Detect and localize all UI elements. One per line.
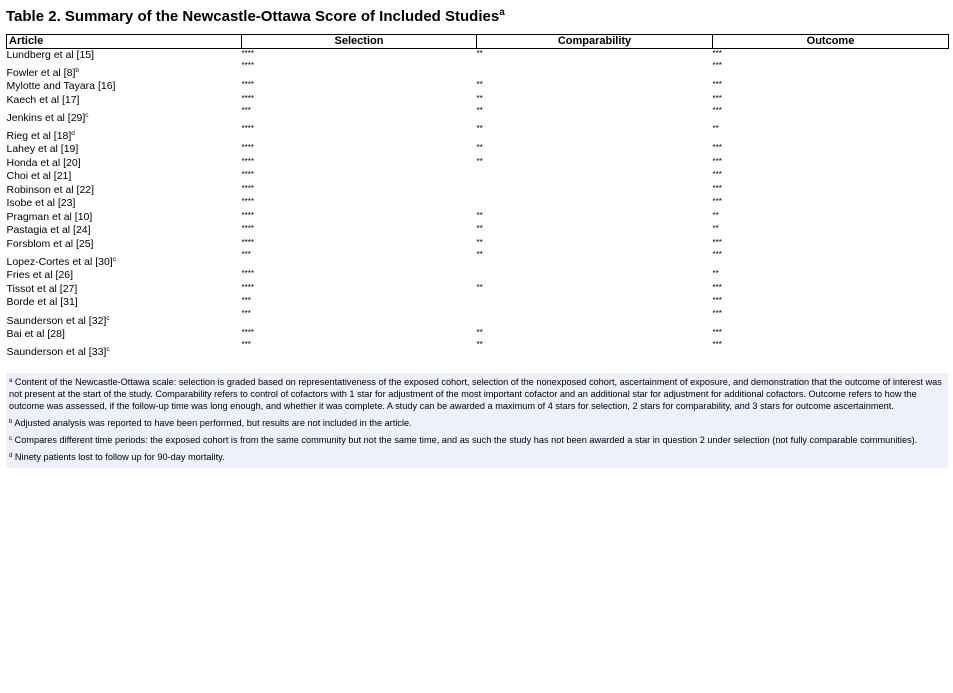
selection-stars: **** — [241, 237, 254, 247]
table-row — [7, 184, 949, 198]
comparability-stars — [477, 310, 713, 328]
article-cell — [7, 107, 242, 125]
article-name: Mylotte and Tayara [16] — [6, 80, 116, 92]
table-row — [7, 94, 949, 108]
article-cell — [7, 269, 242, 283]
nos-score-table — [6, 34, 949, 359]
selection-stars: *** — [241, 340, 251, 349]
article-name: Fries et al [26] — [6, 269, 74, 281]
selection-stars: **** — [241, 197, 254, 206]
selection-stars: **** — [241, 282, 254, 292]
article-cell — [7, 224, 242, 238]
article-cell — [7, 296, 242, 310]
article-name: Honda et al [20] — [6, 156, 81, 169]
header-outcome: Outcome — [713, 35, 949, 49]
article-name: Isobe et al [23] — [6, 197, 76, 209]
footnote-b — [9, 417, 945, 429]
comparability-stars — [477, 170, 713, 184]
outcome-stars: *** — [712, 49, 722, 58]
footnote-a — [9, 376, 945, 412]
table-row — [7, 157, 949, 171]
article-footnote-marker: c — [85, 112, 89, 119]
comparability-stars: ** — [476, 143, 483, 152]
selection-stars: **** — [241, 143, 254, 152]
article-footnote-marker: c — [112, 256, 116, 263]
outcome-stars: ** — [712, 269, 719, 278]
selection-stars: *** — [241, 296, 251, 305]
article-cell — [7, 170, 242, 184]
comparability-stars — [477, 197, 713, 211]
comparability-stars: ** — [476, 49, 483, 58]
outcome-stars: *** — [712, 61, 722, 70]
table-row — [7, 341, 949, 359]
outcome-stars: *** — [712, 143, 722, 152]
article-cell — [7, 94, 242, 108]
table-footnotes — [6, 373, 948, 468]
table-row — [7, 238, 949, 252]
table-row — [7, 125, 949, 143]
table-row — [7, 283, 949, 297]
table-title-text: Table 2. Summary of the Newcastle-Ottawa Score of Included Studies — [6, 8, 500, 25]
table-body — [7, 49, 949, 360]
selection-stars: **** — [241, 124, 254, 133]
table-row — [7, 107, 949, 125]
footnote-text: Adjusted analysis was reported to have been performed, but results are not included in the article. — [14, 418, 412, 428]
article-cell — [7, 328, 242, 342]
header-selection: Selection — [242, 35, 477, 49]
article-cell — [7, 341, 242, 359]
article-cell — [7, 197, 242, 211]
footnote-marker: d — [9, 453, 13, 459]
comparability-stars — [477, 269, 713, 283]
footnote-c — [9, 434, 945, 446]
table-row — [7, 211, 949, 225]
article-name: Pastagia et al [24] — [6, 224, 91, 236]
article-name: Forsblom et al [25] — [6, 237, 94, 250]
outcome-stars: ** — [712, 224, 719, 233]
footnote-text: Compares different time periods: the exposed cohort is from the same community but not the same time, and as such the study has not been awarded a star in question 2 under selection (not fully comparable communities). — [14, 435, 918, 445]
article-name: Bai et al [28] — [6, 327, 65, 340]
outcome-stars: *** — [712, 308, 722, 318]
comparability-stars: ** — [476, 327, 483, 337]
outcome-stars: *** — [712, 156, 722, 166]
footnote-marker: a — [9, 378, 13, 384]
table-row — [7, 328, 949, 342]
article-name: Robinson et al [22] — [6, 183, 95, 196]
article-name: Kaech et al [17] — [6, 93, 80, 106]
selection-stars: **** — [241, 93, 254, 103]
comparability-stars: ** — [476, 106, 483, 115]
outcome-stars: ** — [712, 124, 719, 133]
outcome-stars: *** — [712, 237, 722, 247]
selection-stars: *** — [241, 250, 251, 259]
comparability-stars: ** — [476, 340, 483, 349]
selection-stars: **** — [241, 156, 254, 166]
table-row — [7, 80, 949, 94]
table-title-footnote-marker: a — [499, 7, 505, 18]
comparability-stars: ** — [476, 224, 483, 233]
table-row — [7, 143, 949, 157]
comparability-stars — [477, 296, 713, 310]
article-name: Fowler et al [8] — [6, 67, 76, 79]
table-title — [6, 8, 505, 25]
comparability-stars — [477, 62, 713, 80]
comparability-stars — [477, 184, 713, 198]
article-name: Lopez-Cortes et al [30] — [6, 256, 113, 268]
selection-stars: **** — [241, 80, 254, 89]
article-name: Pragman et al [10] — [6, 210, 93, 223]
footnote-text: Ninety patients lost to follow up for 90-day mortality. — [14, 452, 225, 462]
article-cell — [7, 283, 242, 297]
selection-stars: *** — [241, 308, 251, 318]
footnote-marker: c — [9, 436, 12, 442]
outcome-stars: *** — [712, 197, 722, 206]
article-name: Lundberg et al [15] — [6, 49, 95, 61]
comparability-stars: ** — [476, 80, 483, 89]
table-row — [7, 310, 949, 328]
article-footnote-marker: d — [71, 130, 75, 137]
article-cell — [7, 125, 242, 143]
table-row — [7, 62, 949, 80]
article-name: Saunderson et al [32] — [6, 314, 107, 327]
comparability-stars: ** — [476, 124, 483, 133]
outcome-stars: *** — [712, 340, 722, 349]
article-name: Lahey et al [19] — [6, 143, 79, 155]
outcome-stars: *** — [712, 183, 722, 193]
table-row — [7, 296, 949, 310]
selection-stars: **** — [241, 210, 254, 220]
article-cell — [7, 62, 242, 80]
article-cell — [7, 251, 242, 269]
article-footnote-marker: b — [75, 67, 79, 74]
comparability-stars: ** — [476, 156, 483, 166]
article-cell — [7, 143, 242, 157]
article-name: Choi et al [21] — [6, 170, 72, 182]
article-footnote-marker: c — [106, 346, 110, 353]
article-name: Saunderson et al [33] — [6, 346, 107, 358]
selection-stars: **** — [241, 183, 254, 193]
outcome-stars: *** — [712, 296, 722, 305]
footnote-marker: b — [9, 419, 13, 425]
article-cell — [7, 238, 242, 252]
outcome-stars: *** — [712, 250, 722, 259]
outcome-stars: *** — [712, 282, 722, 292]
article-name: Borde et al [31] — [6, 296, 78, 308]
header-article: Article — [7, 35, 242, 49]
footnote-text: Content of the Newcastle-Ottawa scale: selection is graded based on representativeness of the exposed cohort, selection of the nonexposed cohort, ascertainment of exposure, and demonstration that the outcome of interest was not present at the start of the study. Comparability refers to control of cofactors with 1 star for adjustment of the most important cofactor and an additional star for adjustment for additional cofactors. Outcome refers to how the outcome was assessed, if the follow-up time was long enough, and whether it was complete. A study can be awarded a maximum of 4 stars for selection, 2 stars for comparability, and 3 stars for outcome ascertainment. — [9, 377, 942, 411]
comparability-stars: ** — [476, 282, 483, 292]
comparability-stars: ** — [476, 237, 483, 247]
comparability-stars: ** — [476, 93, 483, 103]
selection-stars: *** — [241, 106, 251, 115]
article-cell — [7, 157, 242, 171]
table-row — [7, 49, 949, 63]
article-cell — [7, 49, 242, 63]
outcome-stars: *** — [712, 106, 722, 115]
article-cell — [7, 184, 242, 198]
table-row — [7, 269, 949, 283]
article-cell — [7, 80, 242, 94]
comparability-stars: ** — [476, 250, 483, 259]
selection-stars: **** — [241, 269, 254, 278]
selection-stars: **** — [241, 224, 254, 233]
selection-stars: **** — [241, 61, 254, 70]
table-row — [7, 170, 949, 184]
outcome-stars: *** — [712, 327, 722, 337]
outcome-stars: ** — [712, 210, 719, 220]
footnote-d — [9, 451, 945, 463]
article-footnote-marker: c — [106, 314, 110, 322]
header-comparability: Comparability — [477, 35, 713, 49]
selection-stars: **** — [241, 170, 254, 179]
comparability-stars: ** — [476, 210, 483, 220]
article-cell — [7, 211, 242, 225]
table-row — [7, 197, 949, 211]
outcome-stars: *** — [712, 93, 722, 103]
selection-stars: **** — [241, 49, 254, 58]
outcome-stars: *** — [712, 170, 722, 179]
article-name: Tissot et al [27] — [6, 282, 78, 295]
table-row — [7, 224, 949, 238]
table-row — [7, 251, 949, 269]
outcome-stars: *** — [712, 80, 722, 89]
article-cell — [7, 310, 242, 328]
selection-stars: **** — [241, 327, 254, 337]
article-name: Rieg et al [18] — [6, 130, 72, 142]
article-name: Jenkins et al [29] — [6, 112, 86, 124]
table-header-row — [7, 35, 949, 49]
